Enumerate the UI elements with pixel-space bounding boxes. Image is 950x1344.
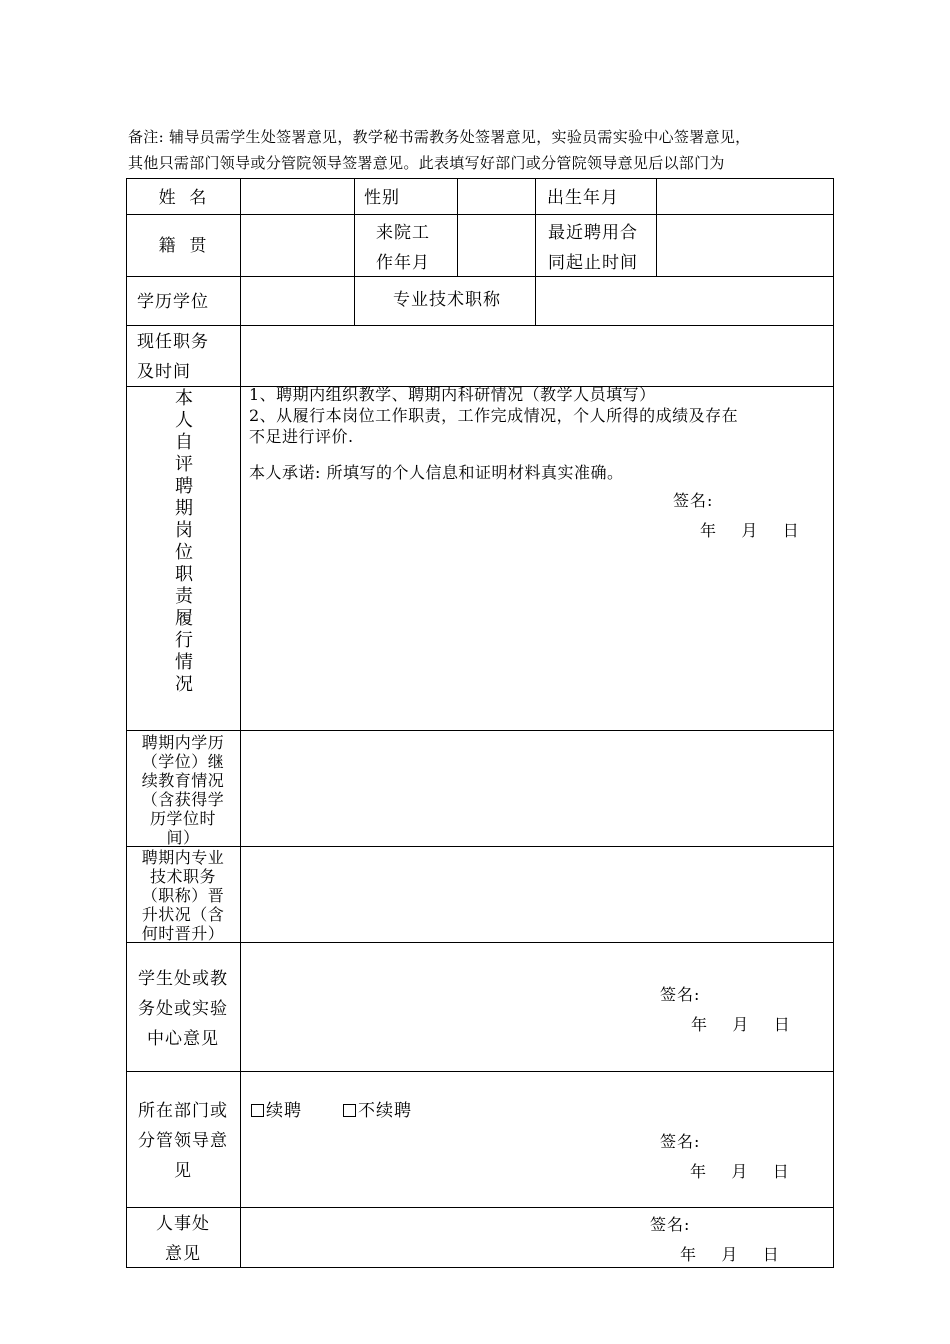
dept-date-label: 年 月 日: [691, 1015, 791, 1034]
education-field[interactable]: [241, 277, 353, 324]
leader-date-label: 年 月 日: [690, 1162, 790, 1181]
education-label: 学历学位: [137, 292, 209, 312]
contract-field[interactable]: [657, 215, 832, 275]
hr-date-label: 年 月 日: [680, 1245, 780, 1264]
promotion-label: 聘期内专业 技术职务 （职称）晋 升状况（含 何时晋升）: [141, 848, 225, 943]
self-eval-line-3: 不足进行评价.: [249, 427, 354, 446]
renew-option[interactable]: 续聘: [251, 1096, 302, 1126]
name-label: 姓 名: [158, 188, 208, 208]
birth-label: 出生年月: [547, 188, 619, 208]
self-signature-label: 签名:: [673, 491, 714, 510]
join-date-field[interactable]: [458, 215, 534, 275]
name-field[interactable]: [241, 179, 353, 213]
native-place-field[interactable]: [241, 215, 353, 275]
self-date-label: 年 月 日: [700, 521, 800, 540]
position-field[interactable]: [241, 326, 832, 385]
title-field[interactable]: [536, 277, 832, 324]
gender-label: 性别: [364, 188, 400, 208]
dept-opinion-label: 学生处或教 务处或实验 中心意见: [138, 969, 228, 1049]
not-renew-checkbox[interactable]: [343, 1104, 356, 1117]
hr-signature-label: 签名:: [650, 1215, 691, 1234]
cont-edu-label: 聘期内学历 （学位）继 续教育情况 （含获得学 历学位时 间）: [141, 733, 225, 847]
gender-field[interactable]: [458, 179, 534, 213]
position-label-1: 现任职务: [137, 332, 209, 352]
self-eval-label: [128, 388, 240, 696]
contract-label-2: 同起止时间: [548, 253, 638, 273]
renew-checkbox[interactable]: [251, 1104, 264, 1117]
dept-signature-label: 签名:: [660, 985, 701, 1004]
note-line-2: 其他只需部门领导或分管院领导签署意见。此表填写好部门或分管院领导意见后以部门为: [128, 154, 725, 172]
self-eval-label-text: 本 人 自 评 聘 期 岗 位 职 责 履 行 情 况: [175, 388, 193, 695]
self-eval-line-2: 2、从履行本岗位工作职责，工作完成情况，个人所得的成绩及存在: [249, 406, 739, 425]
title-label: 专业技术职称: [393, 290, 501, 310]
not-renew-option[interactable]: 不续聘: [343, 1096, 412, 1126]
position-label-2: 及时间: [137, 362, 191, 382]
leader-opinion-label: 所在部门或 分管领导意 见: [138, 1101, 228, 1181]
hr-opinion-label: 人事处 意见: [156, 1214, 210, 1264]
join-date-label-2: 作年月: [376, 253, 430, 273]
pledge-text: 本人承诺: 所填写的个人信息和证明材料真实准确。: [249, 463, 624, 482]
leader-signature-label: 签名:: [660, 1132, 701, 1151]
self-eval-line-1: 1、聘期内组织教学、聘期内科研情况（教学人员填写）: [249, 385, 656, 404]
promotion-field[interactable]: [241, 847, 832, 941]
native-place-label: 籍 贯: [158, 236, 208, 256]
cont-edu-field[interactable]: [241, 731, 832, 845]
contract-label-1: 最近聘用合: [548, 223, 638, 243]
birth-field[interactable]: [657, 179, 832, 213]
note-line-1: 备注: 辅导员需学生处签署意见，教学秘书需教务处签署意见，实验员需实验中心签署意见，: [128, 128, 751, 146]
join-date-label-1: 来院工: [376, 223, 430, 243]
